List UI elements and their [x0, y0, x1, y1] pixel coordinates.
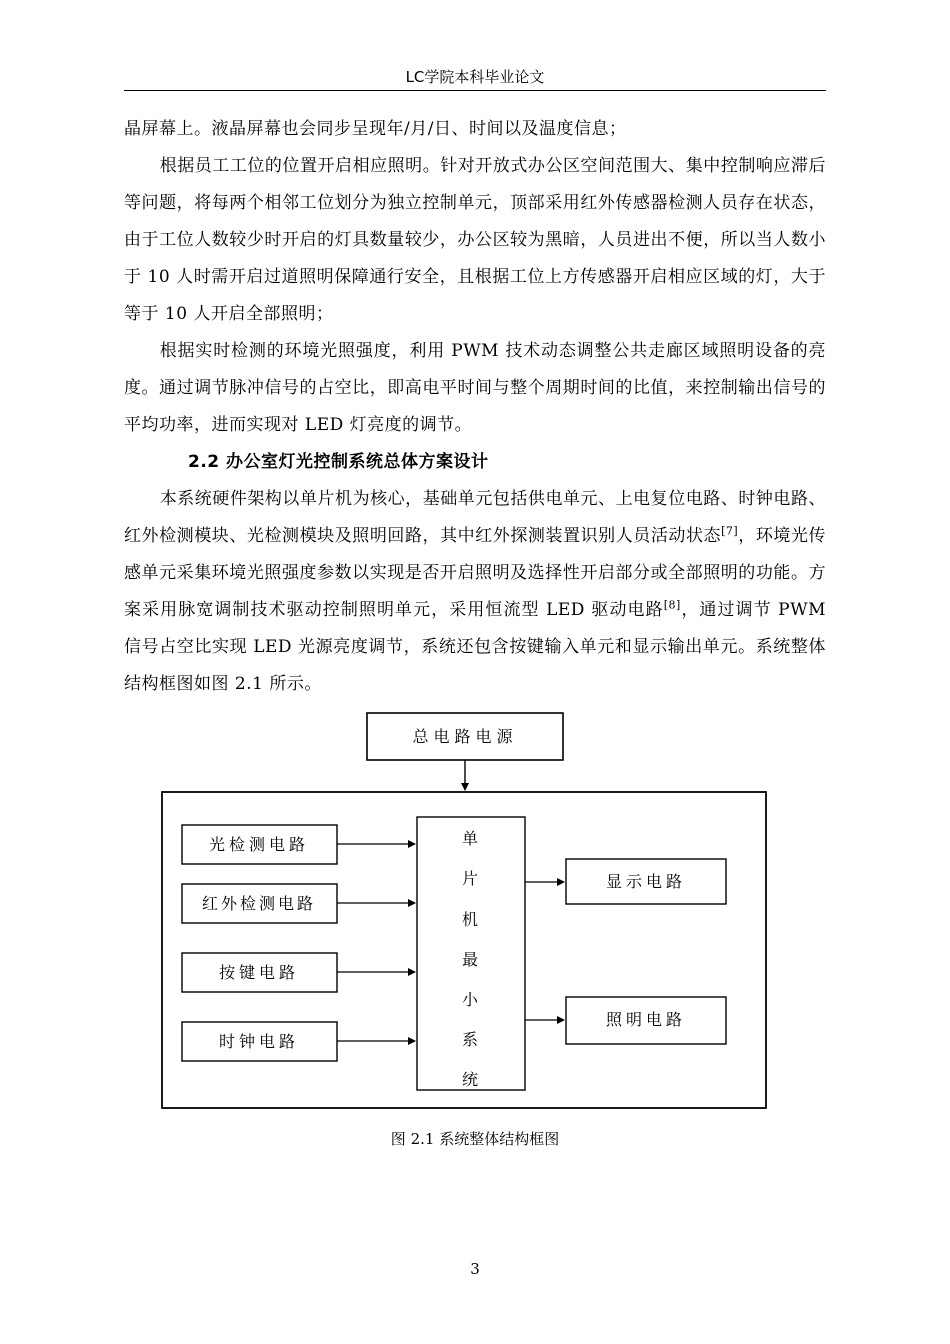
power-supply-label: 总电路电源 — [412, 727, 518, 746]
mcu-char-1: 单 — [461, 829, 479, 848]
citation-7[interactable]: [7] — [721, 524, 739, 538]
mcu-char-7: 统 — [461, 1070, 479, 1089]
p4-text-a: 本系统硬件架构以单片机为核心，基础单元包括供电单元、上电复位电路、时钟电路、红外检测模块、光检测模块及照明回路，其中红外探测装置识别人员活动状态 — [124, 489, 826, 546]
p4-text-b: ，环境光传感单元采集环境光照强度参数以实现是否开启照明及选择性开启部分或全部照明的功能。方案采用脉宽调制技术驱动控制照明单元，采用恒流型 LED 驱动电路 — [124, 526, 827, 620]
key-circuit-label: 按键电路 — [218, 963, 300, 982]
section-heading: 2.2 办公室灯光控制系统总体方案设计 — [188, 452, 489, 472]
mcu-char-4: 最 — [461, 950, 479, 969]
paragraph-1: 晶屏幕上。液晶屏幕也会同步呈现年/月/日、时间以及温度信息； — [124, 119, 627, 139]
mcu-char-6: 系 — [461, 1030, 479, 1049]
lighting-circuit-label: 照明电路 — [605, 1010, 687, 1029]
light-detect-label: 光检测电路 — [208, 835, 310, 854]
mcu-char-2: 片 — [461, 869, 479, 888]
display-circuit-label: 显示电路 — [605, 872, 687, 891]
mcu-char-3: 机 — [461, 910, 479, 929]
paragraph-2: 根据员工工位的位置开启相应照明。针对开放式办公区空间范围大、集中控制响应滞后等问题，将每两个相邻工位划分为独立控制单元，顶部采用红外传感器检测人员存在状态，由于工位人数较少时开启的灯具数量较少，办公区较为黑暗，人员进出不便，所以当人数小于 10 人时需开启过道照明保障通行安全，且根据工位上方传感器开启相应区域的灯，大于等于 10 人开启全部照明； — [124, 156, 826, 324]
p4-text-c: ，通过调节 PWM 信号占空比实现 LED 光源亮度调节，系统还包含按键输入单元和显示输出单元。系统整体结构框图如图 2.1 所示。 — [124, 600, 826, 694]
mcu-char-5: 小 — [461, 990, 479, 1009]
running-header: LC学院本科毕业论文 — [405, 68, 545, 86]
infrared-detect-label: 红外检测电路 — [201, 894, 317, 913]
clock-circuit-label: 时钟电路 — [218, 1032, 300, 1051]
page-number: 3 — [470, 1260, 480, 1278]
paragraph-3: 根据实时检测的环境光照强度，利用 PWM 技术动态调整公共走廊区域照明设备的亮度。通过调节脉冲信号的占空比，即高电平时间与整个周期时间的比值，来控制输出信号的平均功率，进而实现对 LED 灯亮度的调节。 — [124, 341, 826, 435]
citation-8[interactable]: [8] — [663, 598, 681, 612]
figure-caption: 图 2.1 系统整体结构框图 — [390, 1130, 560, 1148]
